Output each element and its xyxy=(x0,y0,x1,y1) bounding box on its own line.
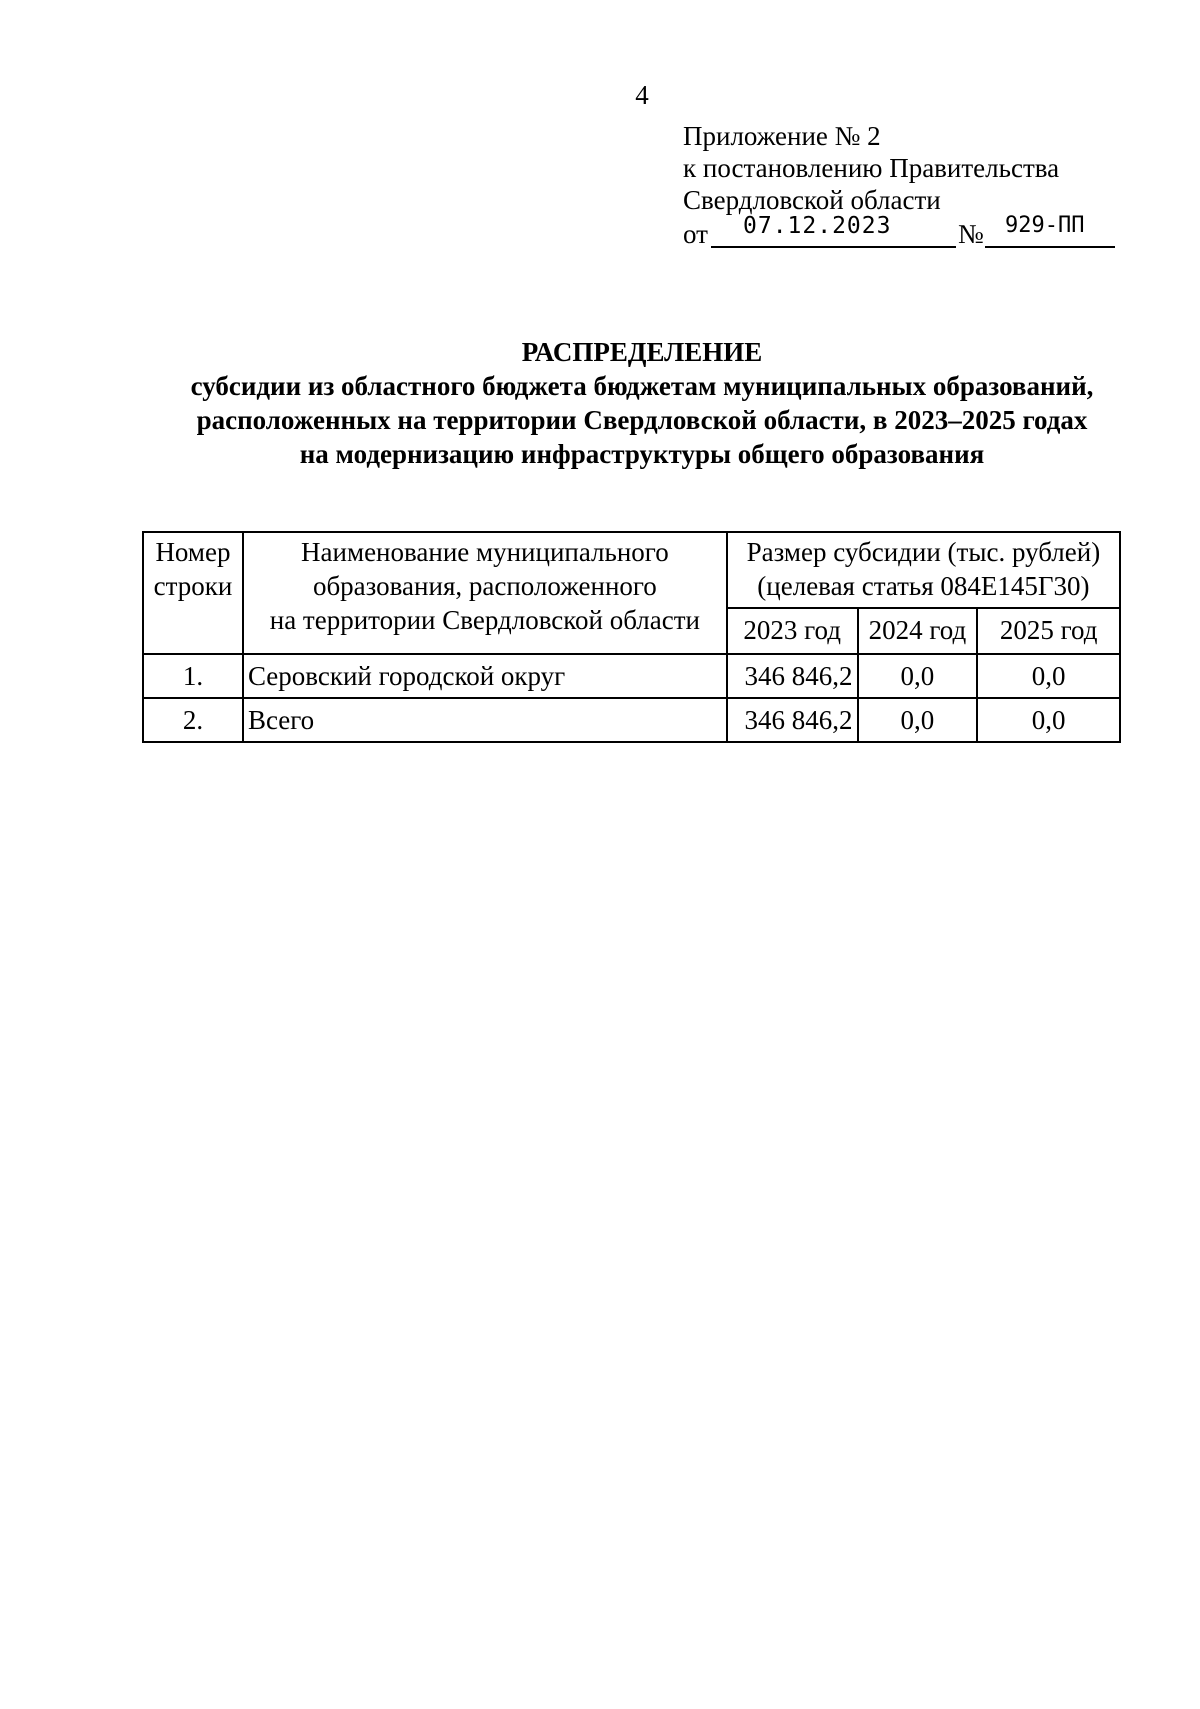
number-prefix: № xyxy=(958,219,984,249)
header-name-line-1: Наименование муниципального xyxy=(301,537,669,567)
row-amount-2025: 0,0 xyxy=(977,698,1120,742)
row-amount-2023: 346 846,2 xyxy=(727,654,858,698)
document-title xyxy=(0,335,1200,471)
row-amount-2025: 0,0 xyxy=(977,654,1120,698)
date-prefix: от xyxy=(683,219,708,249)
header-subsidy-amount xyxy=(727,532,1120,608)
document-number: 929-ПП xyxy=(1005,213,1085,238)
table-row xyxy=(143,654,1120,698)
row-amount-2024: 0,0 xyxy=(858,698,978,742)
appendix-line-1: Приложение № 2 xyxy=(683,121,881,151)
header-name-line-2: образования, расположенного xyxy=(312,571,657,601)
row-municipality-name: Серовский городской округ xyxy=(243,654,727,698)
table-row xyxy=(143,698,1120,742)
document-date: 07.12.2023 xyxy=(743,213,892,239)
title-line-1: субсидии из областного бюджета бюджетам муниципальных образований, xyxy=(190,371,1094,401)
header-name-line-3: на территории Свердловской области xyxy=(269,605,700,635)
header-year-2023: 2023 год xyxy=(727,608,858,654)
appendix-date-line xyxy=(683,213,1085,250)
header-municipality-name xyxy=(243,532,727,654)
date-field xyxy=(711,213,956,248)
header-year-2025: 2025 год xyxy=(977,608,1120,654)
row-number: 2. xyxy=(143,698,243,742)
header-amount-line-1: Размер субсидии (тыс. рублей) xyxy=(746,537,1101,567)
header-row-number-line-1: Номер xyxy=(155,537,231,567)
page-number: 4 xyxy=(635,80,649,110)
title-line-2: расположенных на территории Свердловской области, в 2023–2025 годах xyxy=(196,405,1088,435)
row-number: 1. xyxy=(143,654,243,698)
table-header-row xyxy=(143,532,1120,608)
row-amount-2023: 346 846,2 xyxy=(727,698,858,742)
appendix-line-3: Свердловской области xyxy=(683,185,941,215)
row-amount-2024: 0,0 xyxy=(858,654,978,698)
number-field xyxy=(985,213,1115,248)
header-amount-line-2: (целевая статья 084Е145Г30) xyxy=(757,571,1090,601)
appendix-block xyxy=(683,120,1085,250)
title-heading: РАСПРЕДЕЛЕНИЕ xyxy=(521,337,763,367)
row-municipality-name: Всего xyxy=(243,698,727,742)
header-row-number xyxy=(143,532,243,654)
title-line-3: на модернизацию инфраструктуры общего образования xyxy=(299,439,985,469)
header-year-2024: 2024 год xyxy=(858,608,978,654)
appendix-line-2: к постановлению Правительства xyxy=(683,153,1060,183)
subsidy-table xyxy=(142,531,1121,743)
header-row-number-line-2: строки xyxy=(153,571,233,601)
